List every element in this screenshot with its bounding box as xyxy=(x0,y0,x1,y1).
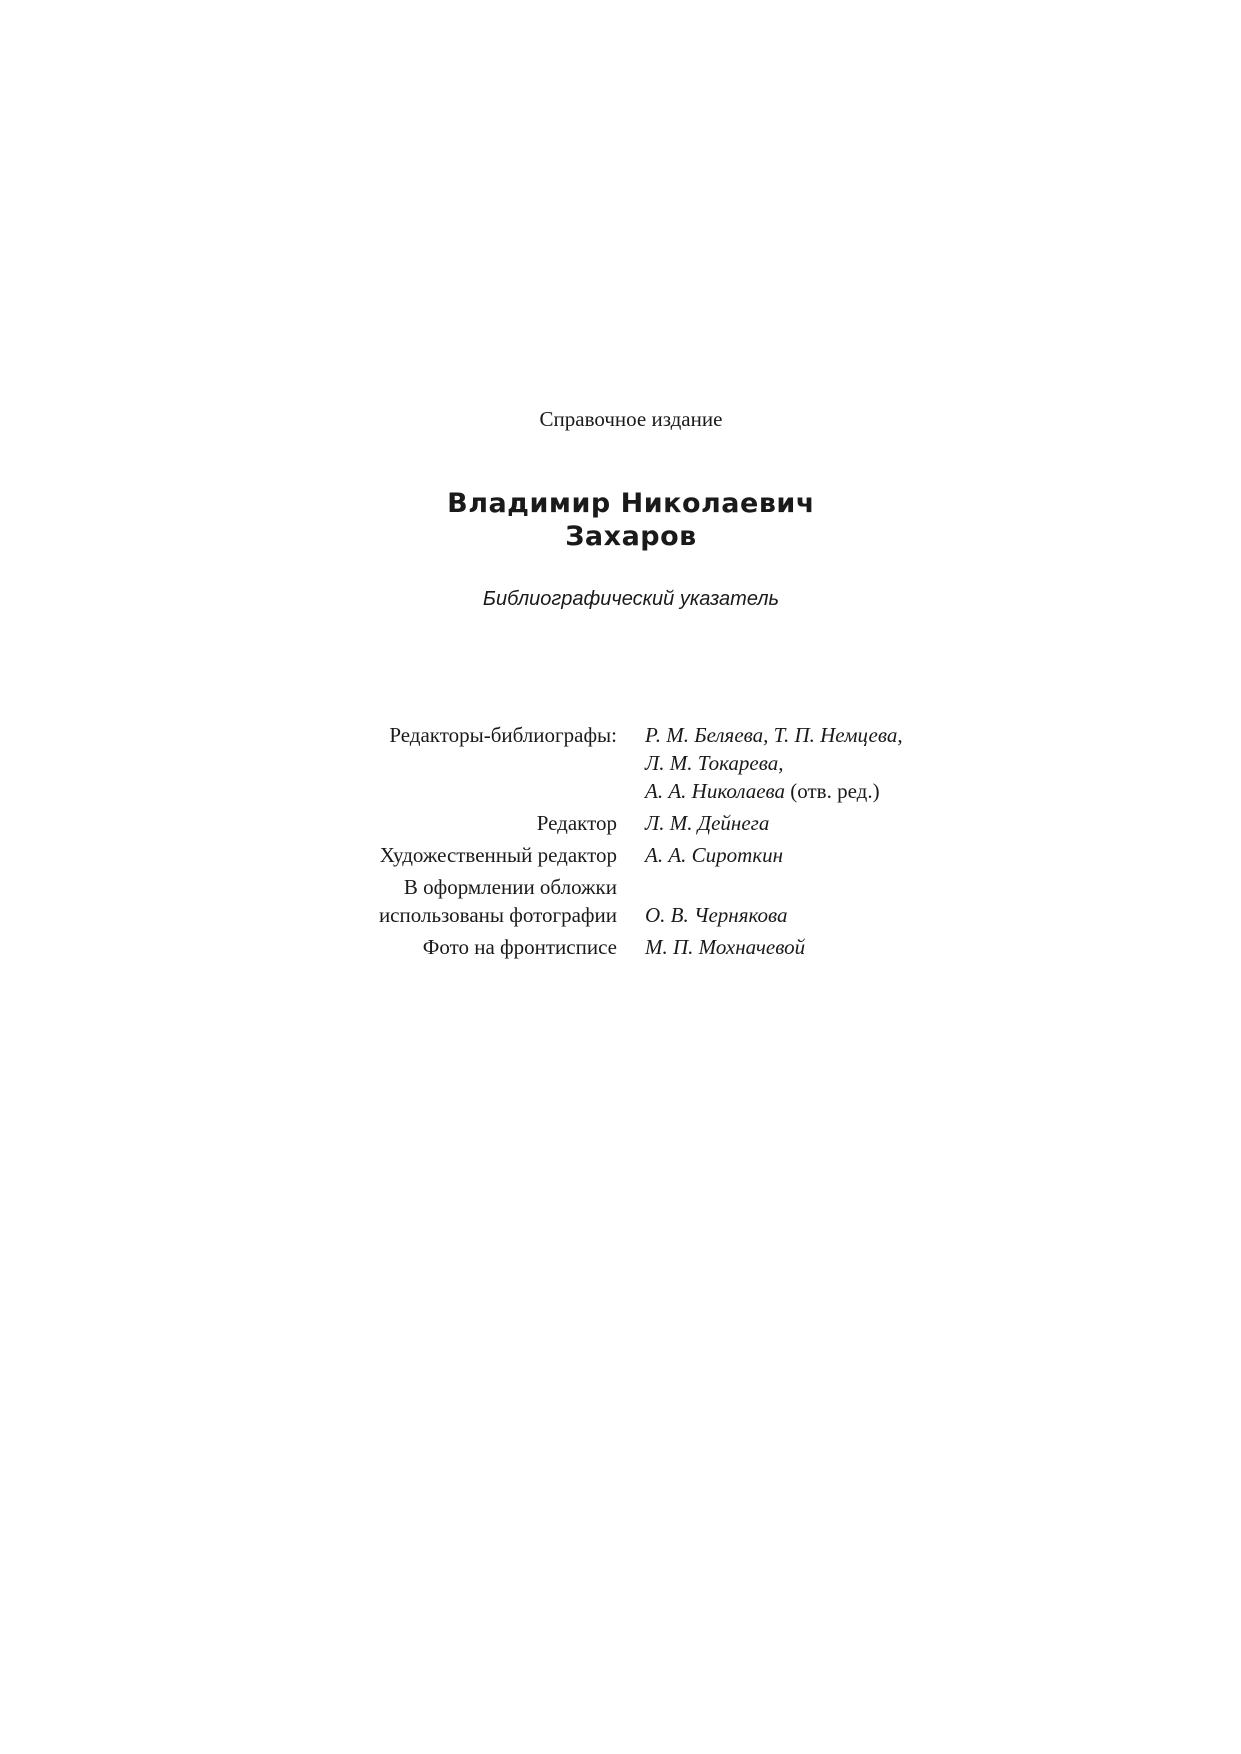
credit-row-bibliographers xyxy=(0,721,1241,805)
credit-value-line: О. В. Чернякова xyxy=(645,903,788,927)
series-label: Справочное издание xyxy=(539,407,723,431)
credit-value xyxy=(617,841,1205,869)
credit-value-line: Л. М. Дейнега xyxy=(645,811,770,835)
credit-row-cover-photos xyxy=(0,873,1241,929)
credit-label xyxy=(0,809,617,837)
credits-list xyxy=(0,721,1241,965)
credit-row-editor xyxy=(0,809,1241,837)
credit-label-line: использованы фотографии xyxy=(378,903,617,927)
credit-row-frontispiece-photo xyxy=(0,933,1241,961)
author-name-line-1: Владимир Николаевич xyxy=(447,488,815,519)
subtitle: Библиографический указатель xyxy=(482,588,780,610)
credit-value-line: М. П. Мохначевой xyxy=(645,935,806,959)
credit-row-art-editor xyxy=(0,841,1241,869)
author-name-line-2: Захаров xyxy=(565,521,697,552)
author-name xyxy=(0,487,1241,553)
credit-value xyxy=(617,721,1205,805)
credit-value-line: Л. М. Токарева, xyxy=(645,751,784,775)
credit-label-line: Редакторы-библиографы: xyxy=(389,723,617,747)
credit-value xyxy=(617,933,1205,961)
credit-label-line: В оформлении обложки xyxy=(403,875,617,899)
credit-label xyxy=(0,721,617,805)
credit-label xyxy=(0,873,617,929)
credit-label-line: Художественный редактор xyxy=(379,843,617,867)
credit-label xyxy=(0,841,617,869)
credit-label-line: Редактор xyxy=(536,811,617,835)
credit-value xyxy=(617,809,1205,837)
credit-label-line: Фото на фронтисписе xyxy=(422,935,617,959)
credit-label xyxy=(0,933,617,961)
credit-value-name: А. А. Николаева xyxy=(645,779,786,803)
credit-value-note: (отв. ред.) xyxy=(785,779,880,803)
credit-value xyxy=(617,901,1205,929)
credit-value-line: Р. М. Беляева, Т. П. Немцева, xyxy=(645,723,903,747)
credit-value-line xyxy=(645,777,1205,805)
credit-value-line: А. А. Сироткин xyxy=(645,843,784,867)
